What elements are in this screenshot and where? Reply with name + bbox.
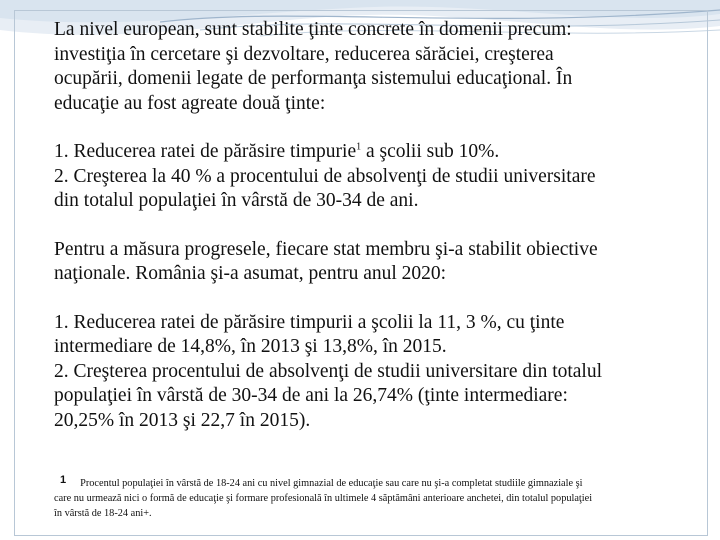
list-item: 2. Creşterea procentului de absolvenţi de studii universitare din totalul	[54, 360, 603, 382]
text-line: educaţie au fost agreate două ţinte:	[54, 92, 326, 114]
footnote-reference: 1	[356, 141, 362, 153]
list-item-text: a şcolii sub 10%.	[361, 141, 500, 162]
text-line: populaţiei în vârstă de 30-34 de ani la 26,74% (ţinte intermediare:	[54, 385, 568, 406]
text-line: ocupării, domenii legate de performanţa sistemului educaţional. În	[54, 68, 573, 89]
footnote	[54, 476, 694, 521]
footnote-line: care nu urmează nici o formă de educaţie şi formare profesională în ultimele 4 săptămâni anterioare anchetei, din totalul populaţiei	[54, 493, 593, 504]
footnote-text: Procentul populaţiei în vârstă de 18-24 ani cu nivel gimnazial de educaţie sau care nu şi-a completat studiile gimnaziale şi	[80, 478, 583, 489]
text-line: 20,25% în 2013 şi 22,7 în 2015).	[54, 409, 311, 431]
slide-body	[54, 18, 694, 433]
list-item-text: 1. Reducerea ratei de părăsire timpurie	[54, 141, 357, 162]
text-line: investiţia în cercetare şi dezvoltare, reducerea sărăciei, creşterea	[54, 43, 554, 65]
footnote-line: în vârstă de 18-24 ani+.	[54, 508, 152, 519]
footnote-line	[54, 476, 694, 491]
list-item	[54, 140, 694, 165]
text-line: Pentru a măsura progresele, fiecare stat membru şi-a stabilit obiective	[54, 238, 598, 260]
romania-targets-list	[54, 311, 694, 434]
text-line: La nivel european, sunt stabilite ţinte concrete în domenii precum:	[54, 19, 572, 40]
footnote-mark: 1	[60, 474, 67, 486]
text-line: din totalul populaţiei în vârstă de 30-34 de ani.	[54, 190, 419, 211]
text-line: naţionale. România şi-a asumat, pentru anul 2020:	[54, 263, 447, 284]
eu-targets-list	[54, 140, 694, 214]
list-item: 1. Reducerea ratei de părăsire timpurii a şcolii la 11, 3 %, cu ţinte	[54, 311, 565, 333]
text-line: intermediare de 14,8%, în 2013 şi 13,8%, în 2015.	[54, 336, 447, 357]
intro-paragraph	[54, 18, 694, 116]
list-item: 2. Creşterea la 40 % a procentului de absolvenţi de studii universitare	[54, 165, 596, 187]
national-paragraph	[54, 238, 694, 287]
